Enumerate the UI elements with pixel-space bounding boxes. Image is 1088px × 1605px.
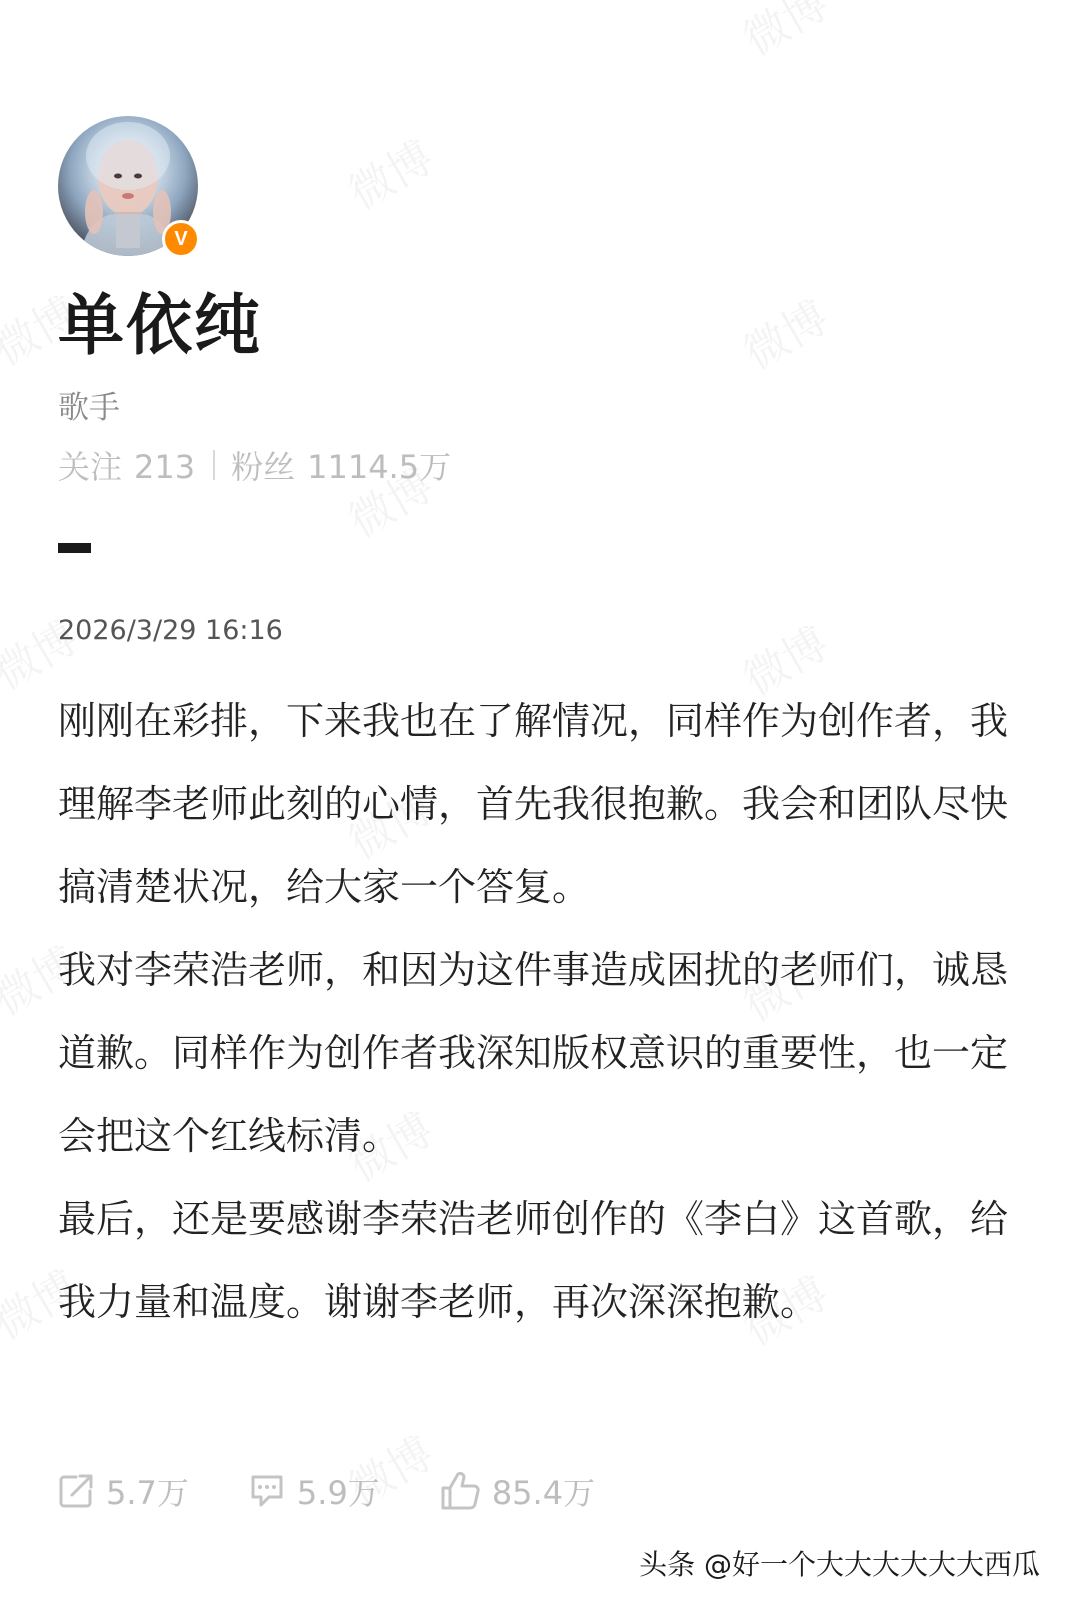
share-icon [56, 1471, 96, 1511]
profile-stats [58, 442, 451, 488]
following-label: 关注 [58, 448, 123, 486]
post-timestamp: 2026/3/29 16:16 [58, 615, 283, 646]
post-paragraph: 我对李荣浩老师，和因为这件事造成困扰的老师们，诚恳道歉。同样作为创作者我深知版权意识的重要性，也一定会把这个红线标清。 [58, 948, 1009, 1158]
footer-attribution: 头条 @好一个大大大大大大西瓜 [639, 1548, 1040, 1581]
following-link[interactable] [58, 442, 195, 488]
section-divider-dash [58, 543, 91, 553]
profile-avatar-container[interactable] [58, 116, 198, 256]
post-paragraph: 刚刚在彩排，下来我也在了解情况，同样作为创作者，我理解李老师此刻的心情，首先我很抱歉。我会和团队尽快搞清楚状况，给大家一个答复。 [58, 699, 1009, 909]
profile-role: 歌手 [58, 390, 120, 426]
like-button[interactable] [438, 1468, 595, 1514]
followers-count: 1114.5万 [307, 448, 452, 486]
stats-divider [213, 450, 215, 480]
followers-link[interactable] [231, 442, 451, 488]
comment-button[interactable] [247, 1468, 380, 1514]
thumbs-up-icon [438, 1469, 482, 1513]
followers-label: 粉丝 [231, 448, 296, 486]
share-count: 5.7万 [106, 1474, 189, 1512]
watermark-text [730, 0, 838, 68]
following-count: 213 [134, 448, 196, 486]
comment-icon [247, 1471, 287, 1511]
watermark-text [335, 122, 443, 221]
post-content [58, 680, 1018, 1344]
comment-count: 5.9万 [296, 1474, 380, 1512]
post-action-bar [56, 1468, 653, 1514]
verified-badge-icon: V [162, 220, 200, 258]
profile-name[interactable]: 单依纯 [58, 287, 262, 364]
post-paragraph: 最后，还是要感谢李荣浩老师创作的《李白》这首歌，给我力量和温度。谢谢李老师，再次深深抱歉。 [58, 1197, 1009, 1324]
like-count: 85.4万 [491, 1474, 596, 1512]
share-button[interactable] [56, 1468, 189, 1514]
watermark-text [730, 282, 838, 381]
